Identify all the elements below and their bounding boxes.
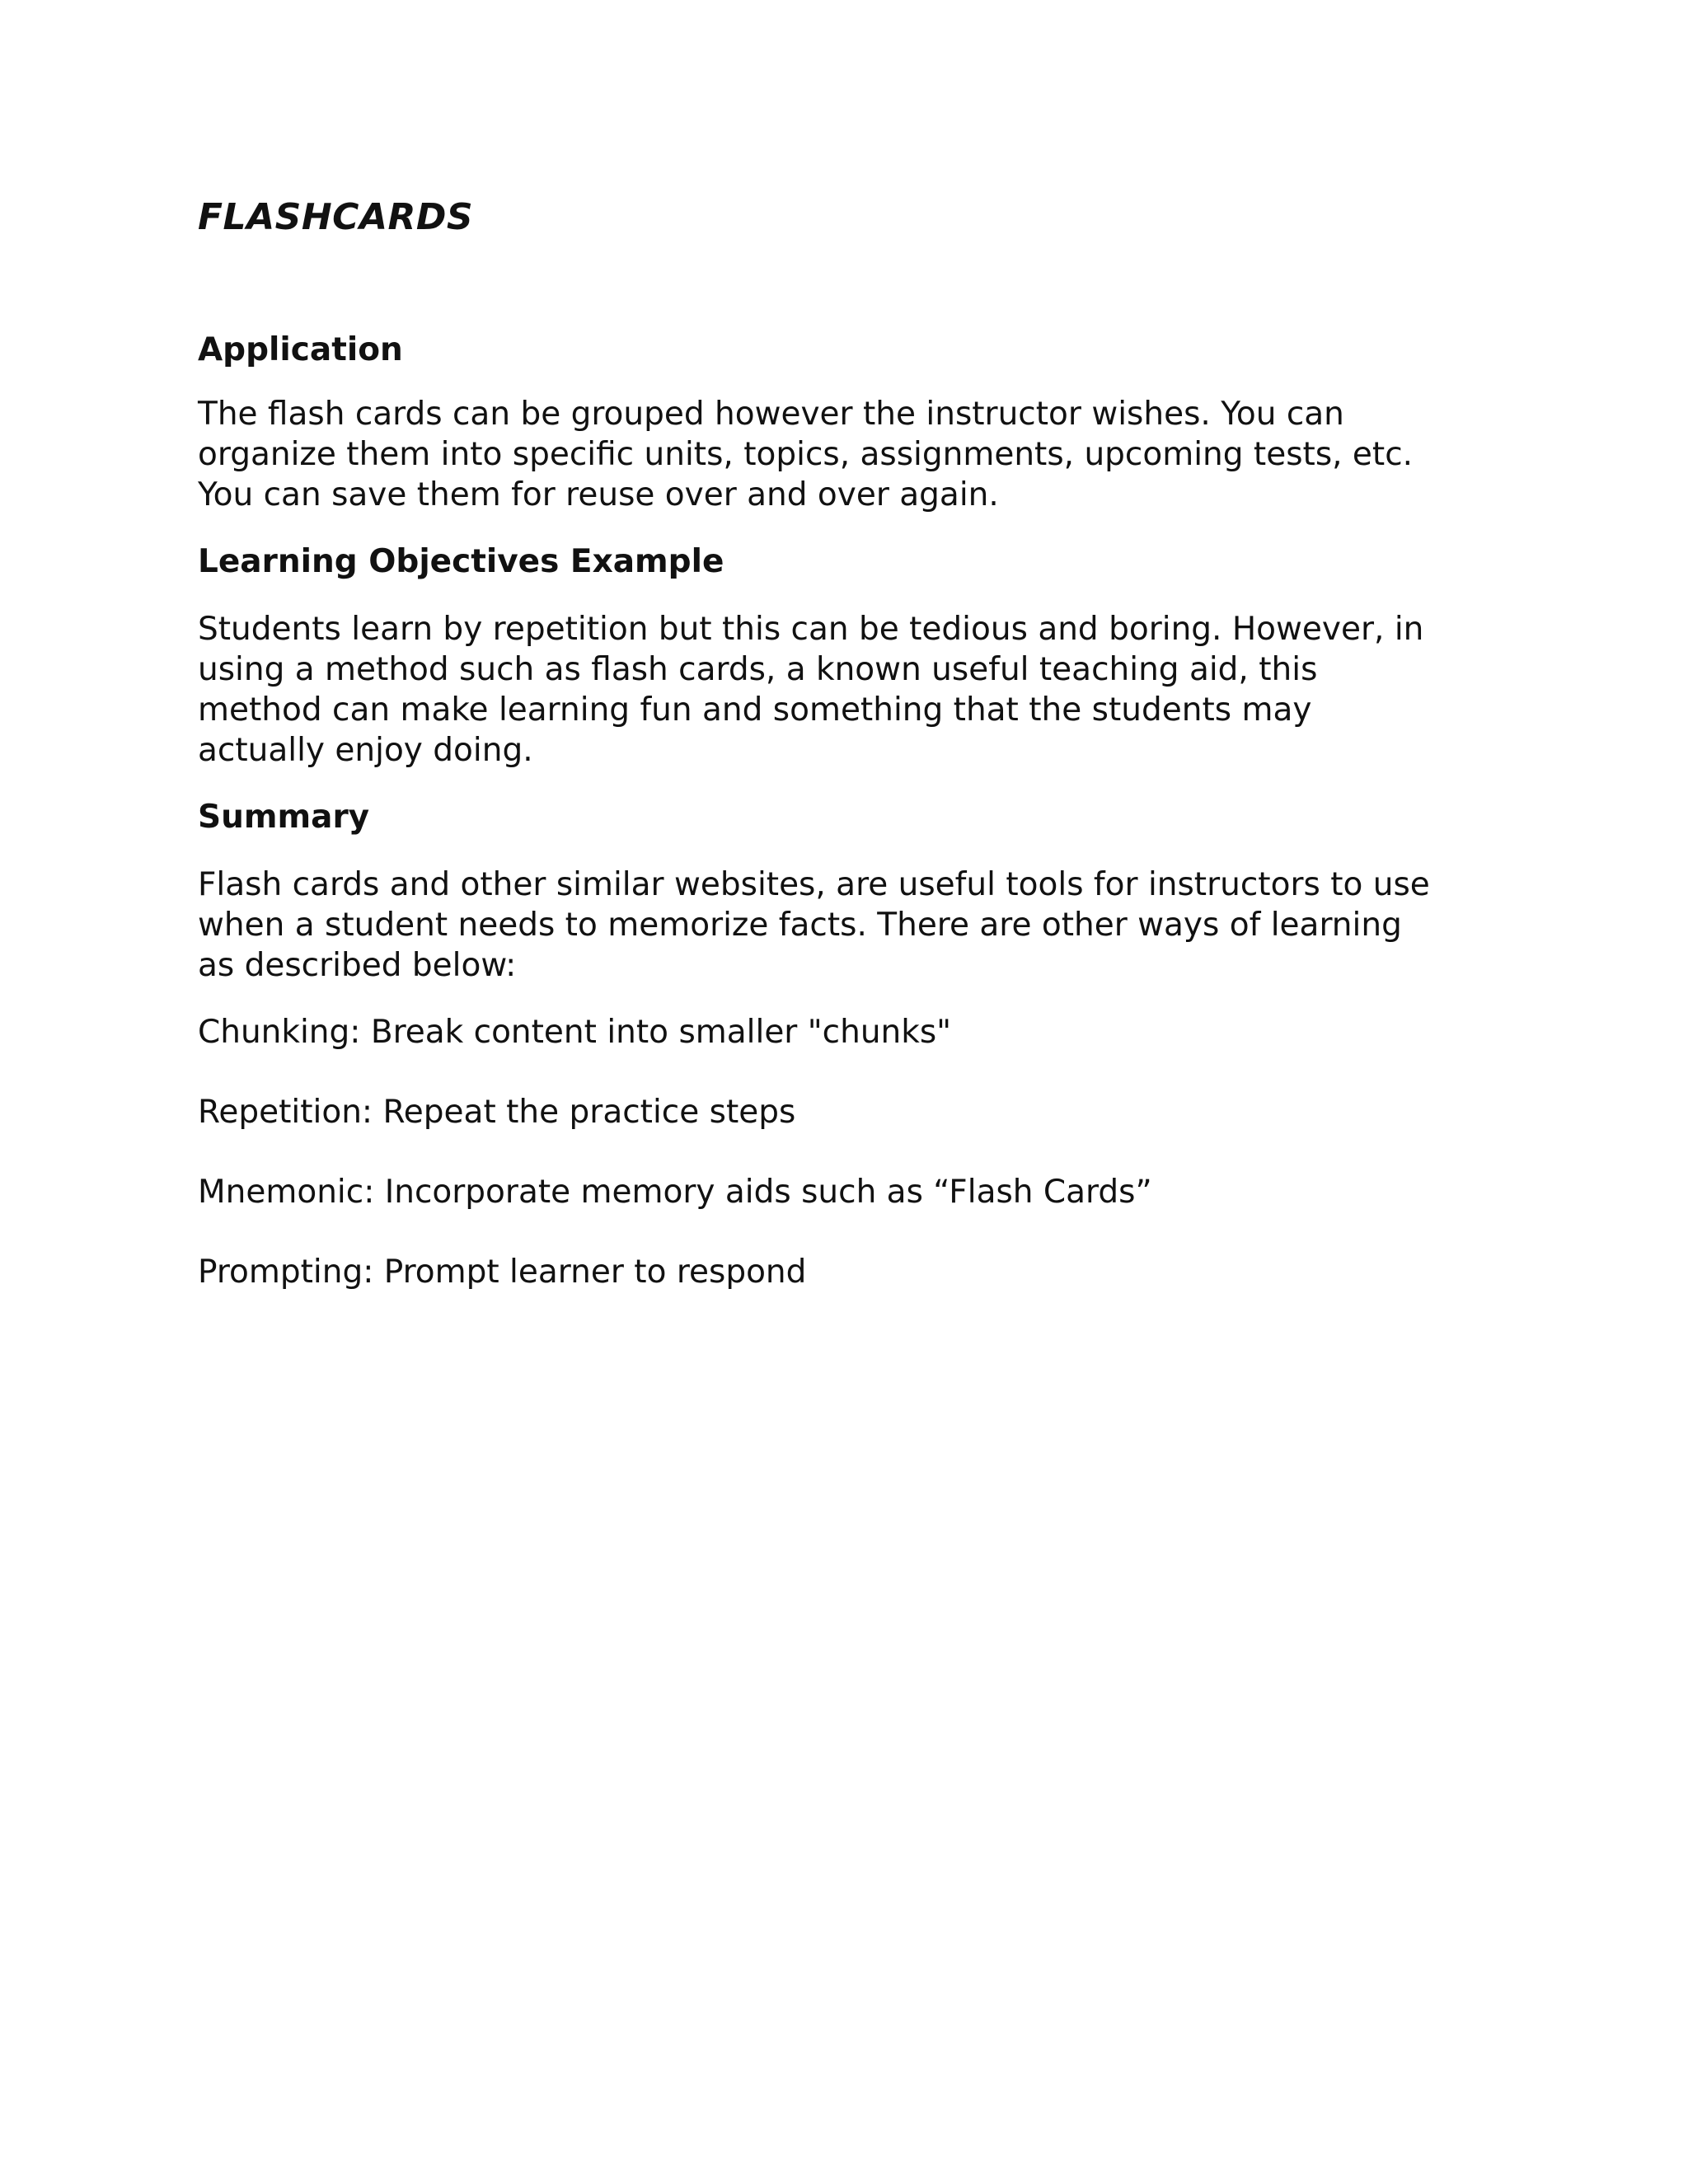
document-title: FLASHCARDS — [198, 196, 474, 238]
section-heading-summary: Summary — [198, 799, 370, 836]
list-item-prompting: Prompting: Prompt learner to respond — [198, 1254, 807, 1291]
section-body-application: The flash cards can be grouped however the instructor wishes. You can organize them into specific units, topics, assignments, upcoming tests, etc. You can save them for reuse over and over again. — [198, 396, 1414, 513]
list-item-chunking: Chunking: Break content into smaller "chunks" — [198, 1014, 952, 1051]
section-body-summary: Flash cards and other similar websites, are useful tools for instructors to use when a student needs to memorize facts. There are other ways of learning as described below: — [198, 866, 1430, 984]
list-item-repetition: Repetition: Repeat the practice steps — [198, 1094, 796, 1131]
section-body-learning-objectives: Students learn by repetition but this can be tedious and boring. However, in using a method such as flash cards, a known useful teaching aid, this method can make learning fun and something that the students may actually enjoy doing. — [198, 611, 1424, 769]
section-heading-learning-objectives: Learning Objectives Example — [198, 543, 724, 580]
document-content — [198, 194, 1500, 1293]
list-item-mnemonic: Mnemonic: Incorporate memory aids such as “Flash Cards” — [198, 1174, 1152, 1211]
learning-methods-list — [198, 1012, 1500, 1293]
section-heading-application: Application — [198, 331, 403, 368]
